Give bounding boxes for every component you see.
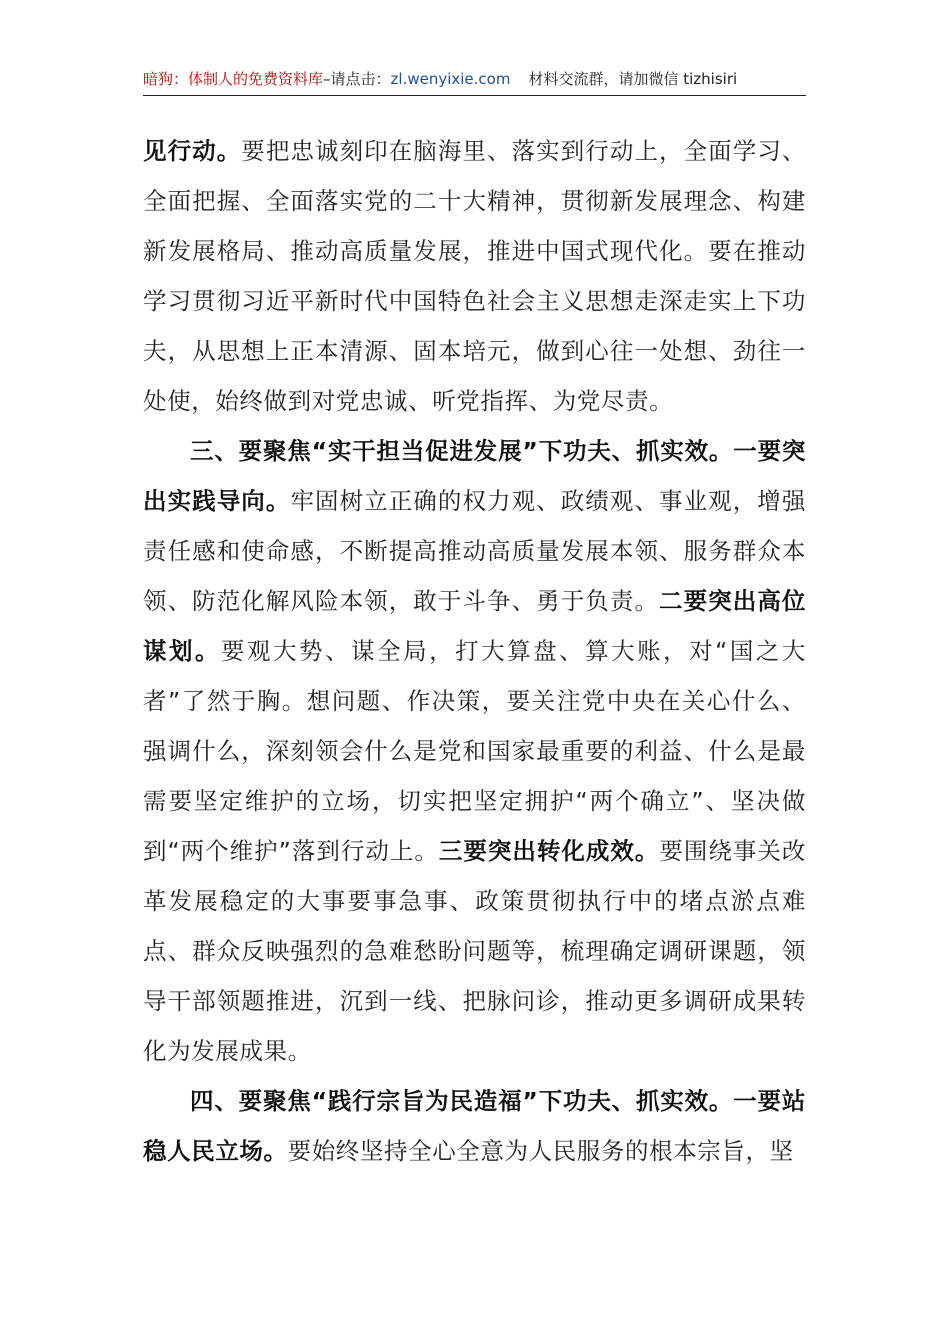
section-heading-four: 四、要聚焦“践行宗旨为民造福”下功夫、抓实效。一要站稳人民立场。 [143, 1087, 806, 1165]
run-bold: 三要突出转化成效。 [438, 837, 660, 865]
section-heading-three: 三、要聚焦“实干担当促进发展”下功夫、抓实效。一要突出实践导向。 [143, 437, 806, 515]
paragraph-1 [143, 126, 806, 426]
paragraph-3 [143, 1076, 806, 1176]
header-gap [510, 68, 528, 90]
paragraph-2 [143, 426, 806, 1076]
document-body [143, 126, 806, 1176]
header-site-link[interactable]: zl.wenyixie.com [390, 70, 511, 88]
run-text: 牢固树立正确的权力观、政绩观、事业观，增强责任感和使命感，不断提高推动高质量发展本领、服务群众本领、防范化解风险本领，敢于斗争、勇于负责。 [143, 487, 806, 615]
header-click-label: –请点击： [323, 70, 391, 88]
run-text: 要观大势、谋全局，打大算盘、算大账，对“国之大者”了然于胸。想问题、作决策，要关注党中央在关心什么、强调什么，深刻领会什么是党和国家最重要的利益、什么是最需要坚定维护的立场，切实把坚定拥护“两个确立”、坚决做到“两个维护”落到行动上。 [143, 637, 806, 865]
run-bold: 二要突出高位谋划。 [143, 587, 806, 665]
header-group-note: 材料交流群，请加微信 tizhisiri [528, 70, 738, 88]
header-brand: 暗狗：体制人的免费资料库 [143, 70, 324, 88]
page-header [143, 68, 806, 96]
run-text: 要始终坚持全心全意为人民服务的根本宗旨，坚 [287, 1137, 794, 1165]
run-text: 要围绕事关改革发展稳定的大事要事急事、政策贯彻执行中的堵点淤点难点、群众反映强烈的急难愁盼问题等，梳理确定调研课题，领导干部领题推进，沉到一线、把脉问诊，推动更多调研成果转化为发展成果。 [143, 837, 806, 1065]
run-text: 要把忠诚刻印在脑海里、落实到行动上，全面学习、全面把握、全面落实党的二十大精神，贯彻新发展理念、构建新发展格局、推动高质量发展，推进中国式现代化。要在推动学习贯彻习近平新时代中国特色社会主义思想走深走实上下功夫，从思想上正本清源、固本培元，做到心往一处想、劲往一处使，始终做到对党忠诚、听党指挥、为党尽责。 [143, 137, 806, 415]
run-bold: 见行动。 [143, 137, 242, 165]
